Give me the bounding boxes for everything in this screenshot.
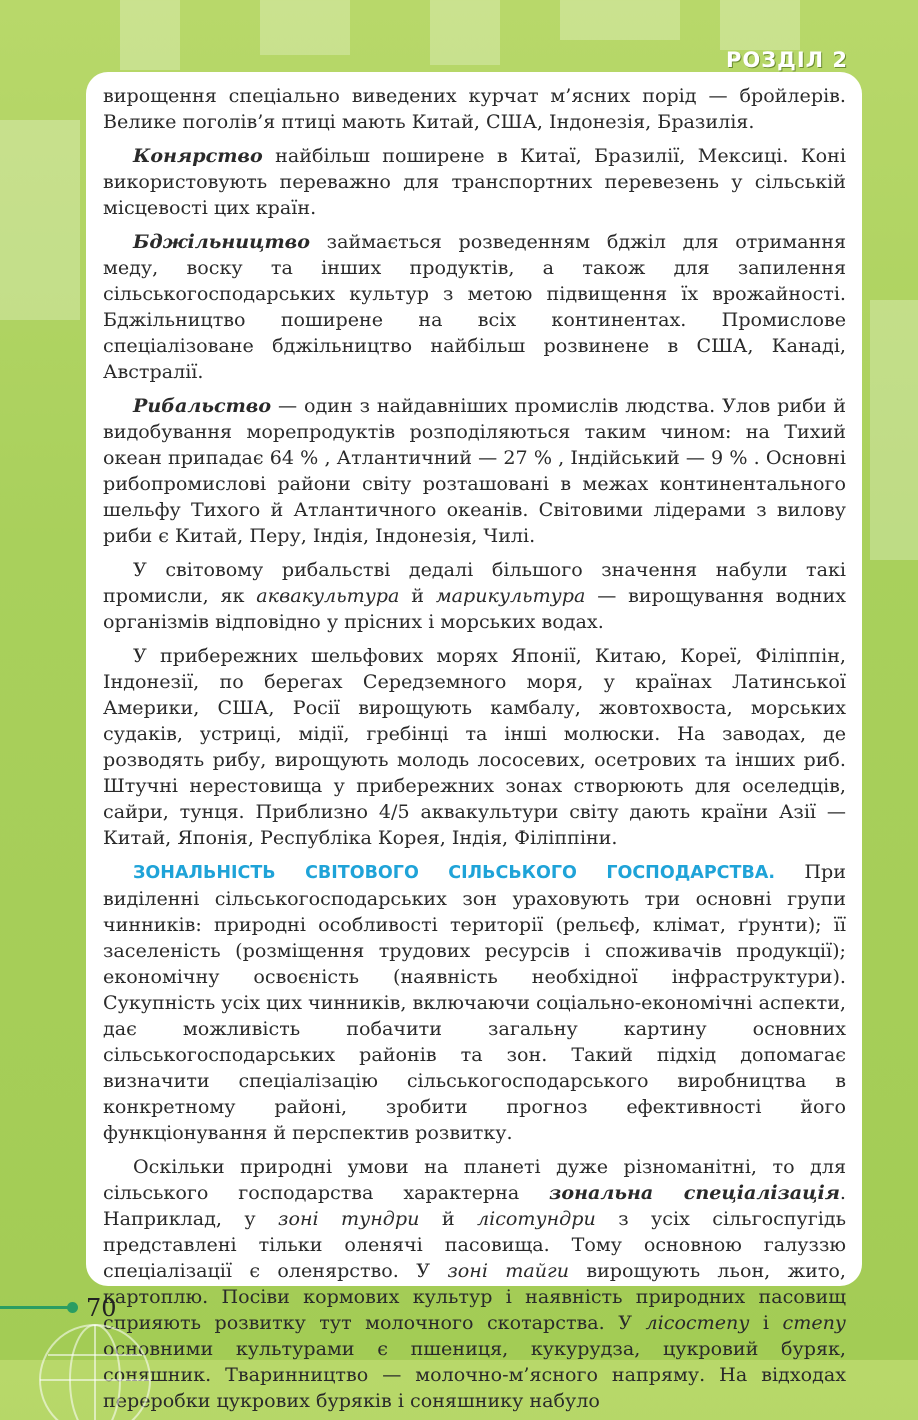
fraction: 4/5 xyxy=(378,800,410,823)
paragraph-shelf-seas xyxy=(103,643,846,851)
paragraph-text: найбільш поширене в Китаї, Бразилії, Мексиці. Коні використовують переважно для транспортних перевезень у сільській місцевості цих країн. xyxy=(103,144,846,219)
paragraph-text: У світовому рибальстві дедалі більшого значення набули такі промисли, як xyxy=(103,558,846,607)
footer-dot xyxy=(67,1302,78,1313)
paragraph-fishing xyxy=(103,393,846,549)
term-horse-breeding: Конярство xyxy=(133,144,263,167)
paragraph-text: У прибережних шельфових морях Японії, Китаю, Кореї, Філіппін, Індонезії, по берегах Середземного моря, у країнах Латинської Америки, США, Росії вирощують камбалу, жовтохвоста, морських судаків, устриці, мідії, гребінці та інші молюски. На заводах, де розводять рибу, вирощують молодь лососевих, осетрових та інших риб. Штучні нерестовища у прибережних зонах створюють для оселедців, сайри, тунця. Приблизно xyxy=(103,644,846,823)
paragraph-text: . Наприклад, у xyxy=(103,1181,846,1230)
term-beekeeping: Бджільництво xyxy=(133,230,310,253)
section-label: РОЗДІЛ 2 xyxy=(725,48,848,72)
term-fishing: Рибальство xyxy=(133,394,272,417)
section-heading-zonality: ЗОНАЛЬНІСТЬ СВІТОВОГО СІЛЬСЬКОГО ГОСПОДАРСТВА. xyxy=(133,863,775,883)
paragraph-text: Оскільки природні умови на планеті дуже різноманітні, то для сільського господарства характерна xyxy=(103,1155,846,1204)
paragraph-text: При виділенні сільськогосподарських зон ураховують три основні групи чинників: природні особливості території (рельєф, клімат, ґрунти); її заселеність (розміщення трудових ресурсів і споживачів продукції); економічну освоєність (наявність необхідної інфраструктури). Сукупність усіх цих чинників, включаючи соціально-економічні аспекти, дає можливість побачити загальну картину основних сільськогосподарських районів та зон. Такий підхід допомагає визначити спеціалізацію сільськогосподарського виробництва в конкретному районі, зробити прогноз ефективності його функціонування й перспектив розвитку. xyxy=(103,860,846,1144)
term-steppe: степу xyxy=(782,1311,846,1334)
paragraph-text: — один з найдавніших промислів людства. Улов риби й видобування морепродуктів розподіляються таким чином: на Тихий океан припадає 64 % , Атлантичний — 27 % , Індійський — 9 % . Основні рибопромислові райони світу розташовані в межах континентального шельфу Тихого й Атлантичного океанів. Світовими лідерами з вилову риби є Китай, Перу, Індія, Індонезія, Чилі. xyxy=(103,394,846,547)
paragraph-text: з усіх сільгоспугідь представлені тільки оленячі пасовища. Тому основною галуззю спеціалізації є оленярство. У xyxy=(103,1207,846,1282)
paragraph-broilers: вирощення спеціально виведених курчат м’ясних порід — бройлерів. Велике поголів’я птиці мають Китай, США, Індонезія, Бразилія. xyxy=(103,84,846,133)
paragraph-text: аквакультури світу дають країни Азії — Китай, Японія, Республіка Корея, Індія, Філіппіни. xyxy=(103,800,846,849)
term-forest-steppe: лісостепу xyxy=(645,1311,750,1334)
paragraph-text: й xyxy=(419,1207,477,1230)
term-zonal-specialization: зональна спеціалізація xyxy=(549,1181,840,1204)
paragraph-text: основними культурами є пшениця, кукурудза, цукровий буряк, соняшник. Тваринництво — молочно-м’ясного напряму. На відходах переробки цукрових буряків і соняшнику набуло xyxy=(103,1337,846,1412)
paragraph-zonal-specialization xyxy=(103,1154,846,1414)
term-forest-tundra: лісотундри xyxy=(476,1207,596,1230)
paragraph-text: й xyxy=(399,584,436,607)
paragraph-zonality xyxy=(103,859,846,1146)
paragraph-text: і xyxy=(749,1311,783,1334)
term-tundra-zone: зоні тундри xyxy=(278,1207,420,1230)
footer-line xyxy=(0,1306,68,1309)
paragraph-text: займається розведенням бджіл для отримання меду, воску та інших продуктів, а також для запилення сільськогосподарських культур з метою підвищення їх врожайності. Бджільництво поширене на всіх континентах. Промислове спеціалізоване бджільництво найбільш розвинене в США, Канаді, Австралії. xyxy=(103,230,846,383)
term-aquaculture: аквакультура xyxy=(256,584,400,607)
paragraph-beekeeping xyxy=(103,229,846,385)
paragraph-aquaculture xyxy=(103,557,846,635)
paragraph-text: — вирощування водних організмів відповідно у прісних і морських водах. xyxy=(103,584,846,633)
term-mariculture: марикультура xyxy=(435,584,586,607)
paragraph-horse-breeding xyxy=(103,143,846,221)
term-taiga-zone: зоні тайги xyxy=(447,1259,569,1282)
paragraph-text: вирощують льон, жито, картоплю. Посіви кормових культур і наявність природних пасовищ сприяють розвитку тут молочного скотарства. У xyxy=(103,1259,846,1334)
page-number: 70 xyxy=(86,1294,117,1322)
